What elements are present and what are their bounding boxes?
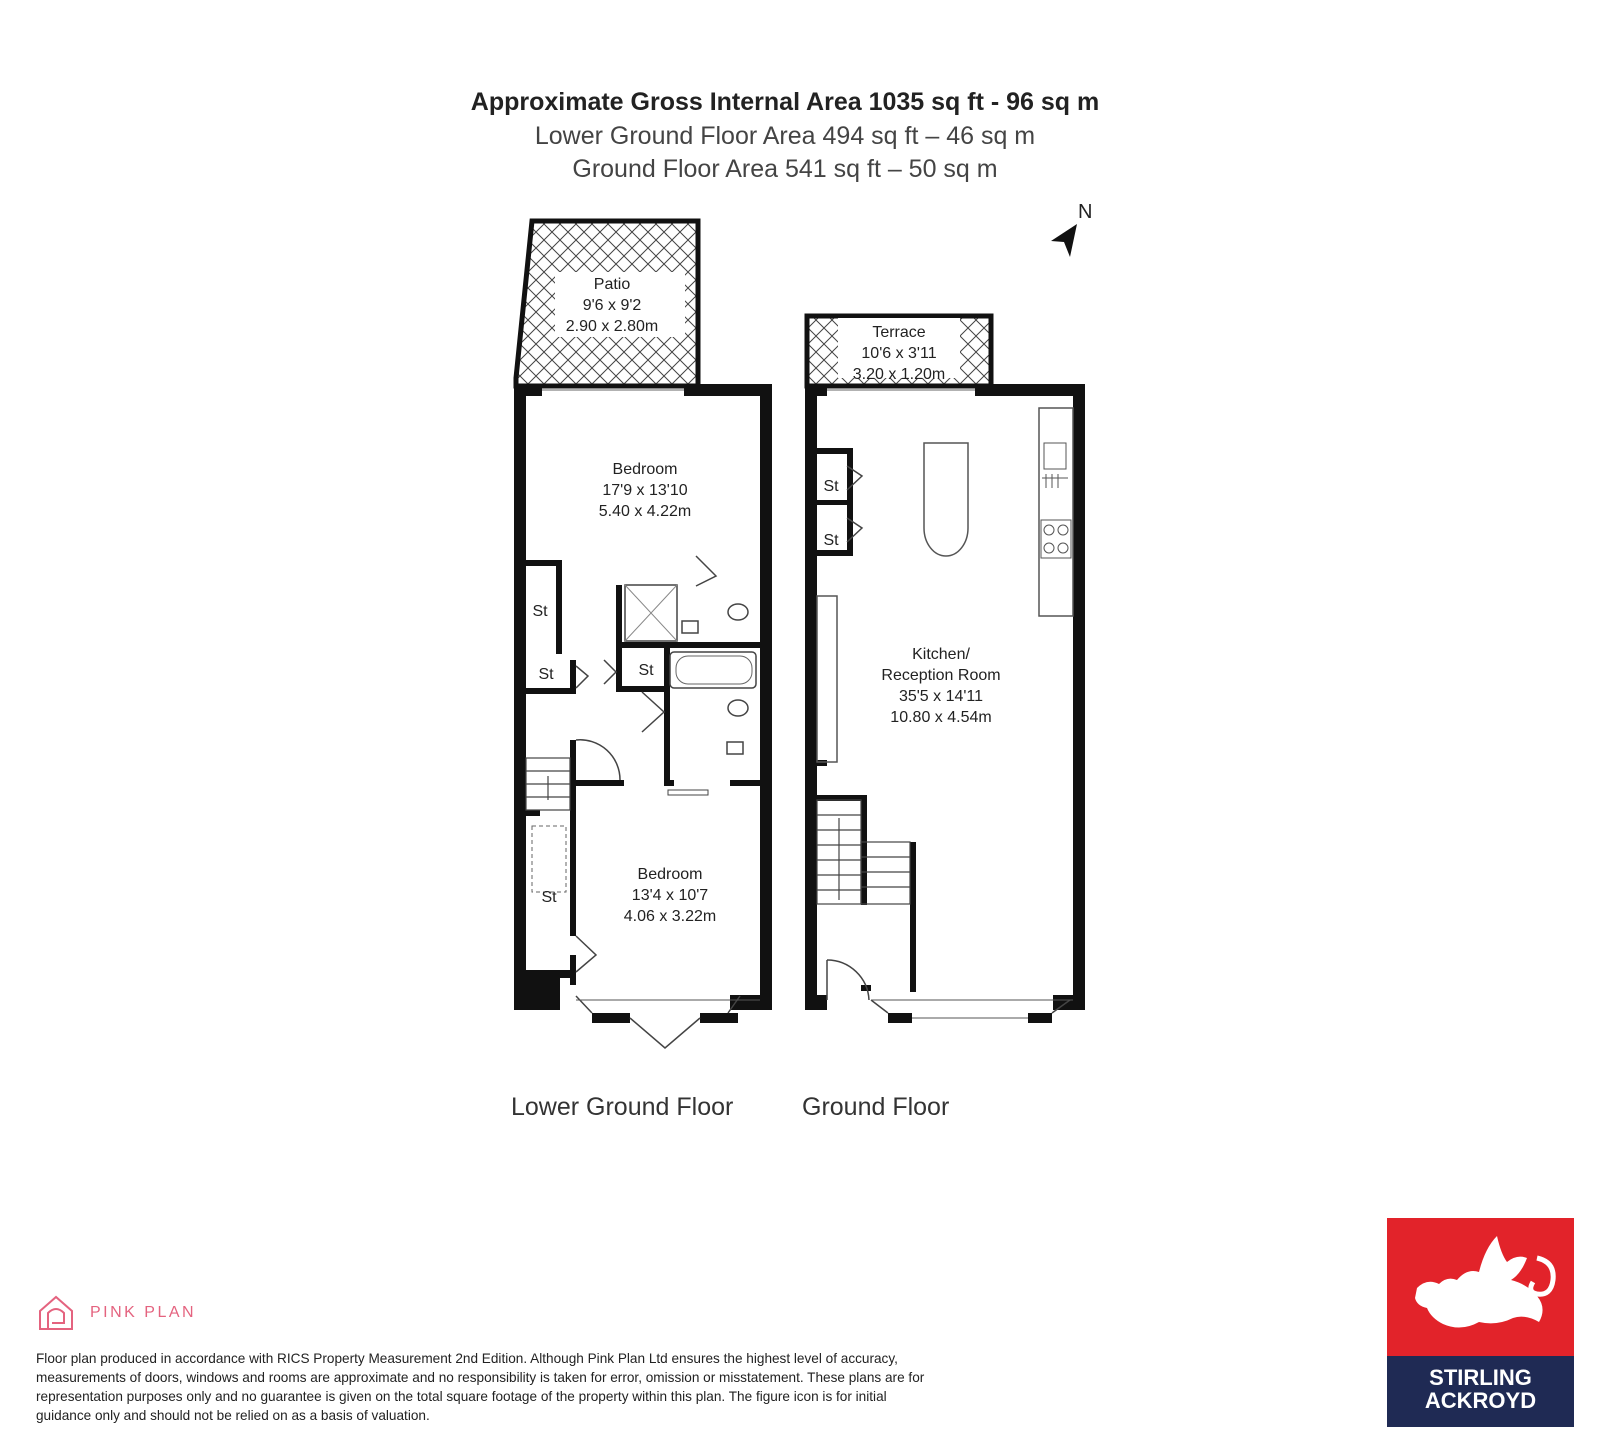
- pink-plan-text: PINK PLAN: [90, 1304, 197, 1321]
- kitchen-imperial: 35'5 x 14'11: [898, 688, 984, 705]
- kitchen-metric: 10.80 x 4.54m: [890, 709, 992, 726]
- ground-area: Ground Floor Area 541 sq ft – 50 sq m: [572, 155, 998, 183]
- lg-storage-4: St: [541, 889, 557, 906]
- bedroom1-metric: 5.40 x 4.22m: [598, 503, 692, 520]
- g-storage-1: St: [823, 478, 839, 495]
- compass-north-icon: [1051, 201, 1092, 257]
- lower-ground-area: Lower Ground Floor Area 494 sq ft – 46 sq m: [534, 122, 1036, 150]
- terrace-metric: 3.20 x 1.20m: [852, 366, 946, 383]
- ground-floor-label: Ground Floor: [802, 1093, 950, 1121]
- pink-plan-brand: [36, 1293, 196, 1333]
- lower-ground-floor-label: Lower Ground Floor: [511, 1093, 734, 1121]
- bedroom2-metric: 4.06 x 3.22m: [623, 908, 717, 925]
- kitchen-name-1: Kitchen/: [912, 646, 970, 663]
- disclaimer-text: Floor plan produced in accordance with RICS Property Measurement 2nd Edition. Although Pink Plan Ltd ensures the highest level of accuracy, measurements of doors, windows and rooms are approximate and no responsibility is taken for error, omission or misstatement. These plans are for representation purposes only and no guarantee is given on the total square footage of the property within this plan. The figure icon is for initial guidance only and should not be relied on as a basis of valuation.: [36, 1351, 925, 1423]
- kitchen-name-2: Reception Room: [881, 667, 1001, 684]
- patio-name: Patio: [593, 276, 631, 293]
- agent-name-line1: STIRLING: [1429, 1365, 1532, 1390]
- griffin-logo-icon: [1387, 1218, 1574, 1356]
- total-area-title: Approximate Gross Internal Area 1035 sq ft - 96 sq m: [470, 88, 1100, 116]
- pink-plan-house-icon: [36, 1293, 76, 1333]
- bedroom1-imperial: 17'9 x 13'10: [602, 482, 688, 499]
- g-storage-2: St: [823, 532, 839, 549]
- lg-storage-2: St: [538, 666, 554, 683]
- agent-name-line2: ACKROYD: [1424, 1388, 1537, 1413]
- terrace-name: Terrace: [872, 324, 926, 341]
- lower-ground-walls: [514, 384, 772, 1023]
- patio-imperial: 9'6 x 9'2: [582, 297, 642, 314]
- bedroom2-name: Bedroom: [637, 866, 703, 883]
- stirling-ackroyd-logo: [1387, 1218, 1574, 1427]
- compass-north-label: N: [1078, 201, 1093, 223]
- bedroom2-imperial: 13'4 x 10'7: [631, 887, 709, 904]
- bedroom1-name: Bedroom: [612, 461, 678, 478]
- terrace-imperial: 10'6 x 3'11: [861, 345, 937, 362]
- patio-metric: 2.90 x 2.80m: [565, 318, 659, 335]
- lg-storage-3: St: [638, 662, 654, 679]
- lg-storage-1: St: [532, 603, 548, 620]
